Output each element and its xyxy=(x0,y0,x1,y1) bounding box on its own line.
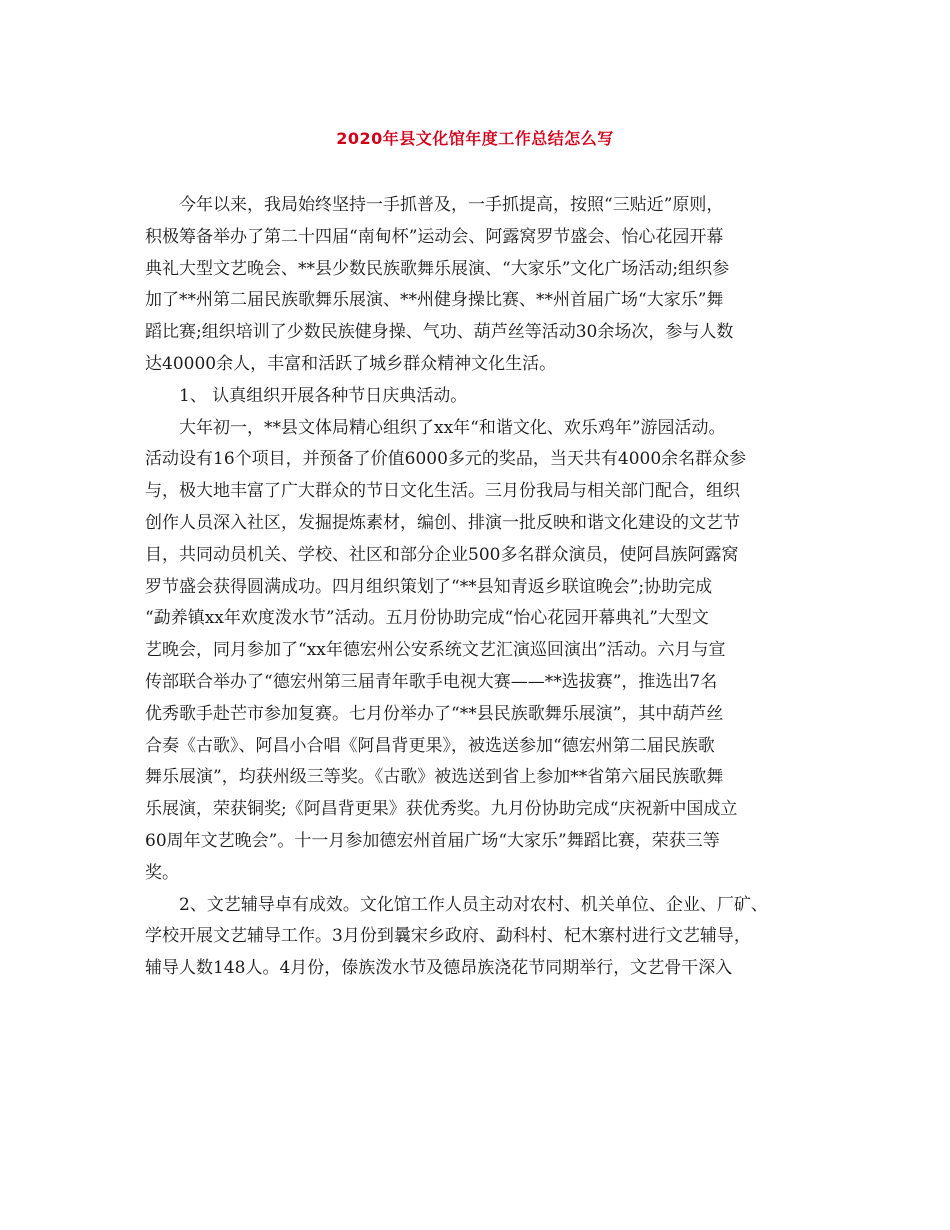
paragraph-art-guidance xyxy=(145,890,805,985)
text-line: 艺晚会，同月参加了“xx年德宏州公安系统文艺汇演巡回演出”活动。六月与宣 xyxy=(145,640,726,661)
text-line: 罗节盛会获得圆满成功。四月组织策划了“**县知青返乡联谊晚会”;协助完成 xyxy=(145,576,713,597)
text-line: 1、 认真组织开展各种节日庆典活动。 xyxy=(179,385,468,406)
document-body xyxy=(145,190,805,985)
text-line: 达40000余人，丰富和活跃了城乡群众精神文化生活。 xyxy=(145,353,557,374)
text-line: 今年以来，我局始终坚持一手抓普及，一手抓提高，按照“三贴近”原则， xyxy=(179,195,724,215)
paragraph-section-1-heading xyxy=(145,381,805,413)
text-line: 2、文艺辅导卓有成效。文化馆工作人员主动对农村、机关单位、企业、厂矿、 xyxy=(179,894,768,915)
text-line: 大年初一，**县文体局精心组织了xx年“和谐文化、欢乐鸡年”游园活动。 xyxy=(179,417,726,438)
document-title: 2020年县文化馆年度工作总结怎么写 xyxy=(336,129,614,148)
text-line: 优秀歌手赴芒市参加复赛。七月份举办了“**县民族歌舞乐展演”，其中葫芦丝 xyxy=(145,703,724,724)
text-line: 合奏《古歌》、阿昌小合唱《阿昌背更果》，被选送参加“德宏州第二届民族歌 xyxy=(145,735,715,756)
paragraph-festival-activities xyxy=(145,413,805,890)
text-line: 目，共同动员机关、学校、社区和部分企业500多名群众演员，使阿昌族阿露窝 xyxy=(145,544,739,565)
text-line: 创作人员深入社区，发掘提炼素材，编创、排演一批反映和谐文化建设的文艺节 xyxy=(145,512,740,533)
text-line: “勐养镇xx年欢度泼水节”活动。五月份协助完成“怡心花园开幕典礼”大型文 xyxy=(145,608,709,629)
text-line: 加了**州第二届民族歌舞乐展演、**州健身操比赛、**州首届广场“大家乐”舞 xyxy=(145,290,724,311)
text-line: 学校开展文艺辅导工作。3月份到曩宋乡政府、勐科村、杞木寨村进行文艺辅导， xyxy=(145,926,751,947)
text-line: 奖。 xyxy=(145,862,179,883)
text-line: 活动设有16个项目，并预备了价值6000多元的奖品，当天共有4000余名群众参 xyxy=(145,449,747,470)
text-line: 60周年文艺晚会”。十一月参加德宏州首届广场“大家乐”舞蹈比赛，荣获三等 xyxy=(145,830,720,851)
text-line: 辅导人数148人。4月份，傣族泼水节及德昂族浇花节同期举行，文艺骨干深入 xyxy=(145,958,733,979)
text-line: 乐展演，荣获铜奖;《阿昌背更果》获优秀奖。九月份协助完成“庆祝新中国成立 xyxy=(145,799,738,820)
text-line: 蹈比赛;组织培训了少数民族健身操、气功、葫芦丝等活动30余场次，参与人数 xyxy=(145,322,734,343)
text-line: 与，极大地丰富了广大群众的节日文化生活。三月份我局与相关部门配合，组织 xyxy=(145,481,740,502)
text-line: 舞乐展演”，均获州级三等奖。《古歌》被选送到省上参加**省第六届民族歌舞 xyxy=(145,767,724,788)
text-line: 积极筹备举办了第二十四届“南甸杯”运动会、阿露窝罗节盛会、怡心花园开幕 xyxy=(145,226,724,247)
text-line: 传部联合举办了“德宏州第三届青年歌手电视大赛——**选拔赛”，推选出7名 xyxy=(145,671,718,692)
text-line: 典礼大型文艺晚会、**县少数民族歌舞乐展演、“大家乐”文化广场活动;组织参 xyxy=(145,258,730,279)
paragraph-intro xyxy=(145,190,805,381)
